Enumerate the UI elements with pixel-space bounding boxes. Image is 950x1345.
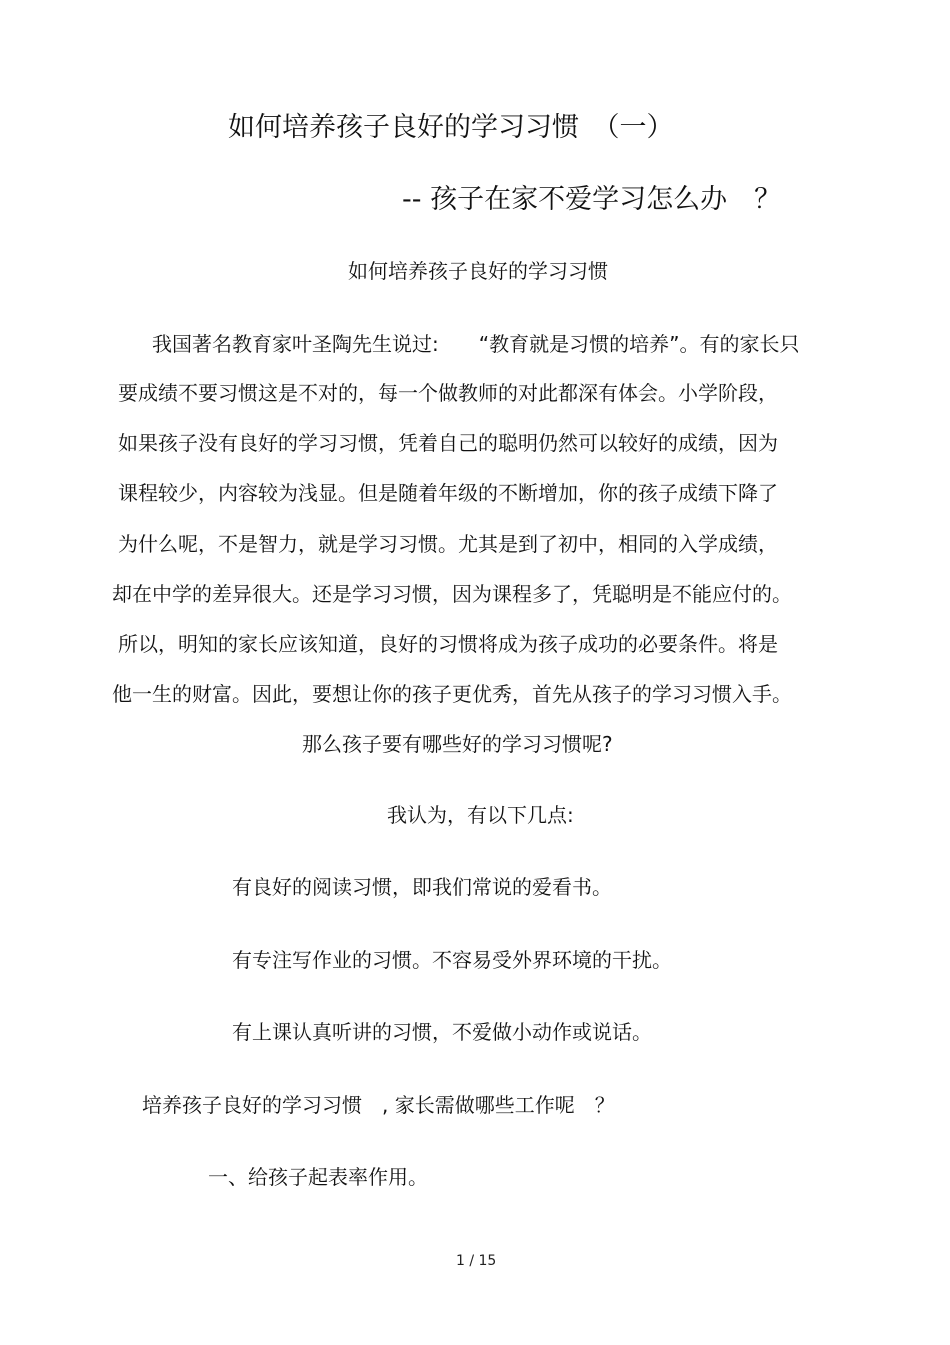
paragraph-line: 他一生的财富。因此，要想让你的孩子更优秀，首先从孩子的学习习惯入手。 bbox=[112, 682, 792, 706]
question-line: 那么孩子要有哪些好的学习习惯呢? bbox=[302, 732, 613, 756]
paragraph-line: 却在中学的差异很大。还是学习习惯，因为课程多了，凭聪明是不能应付的。 bbox=[112, 582, 792, 606]
page-number: 1 / 15 bbox=[456, 1253, 497, 1269]
habit-item: 有上课认真听讲的习惯，不爱做小动作或说话。 bbox=[232, 1020, 652, 1044]
point-one: 一、给孩子起表率作用。 bbox=[208, 1165, 428, 1189]
opinion-line: 我认为，有以下几点: bbox=[387, 803, 574, 827]
document-subtitle: -- 孩子在家不爱学习怎么办 ？ bbox=[402, 184, 782, 215]
habit-item: 有良好的阅读习惯，即我们常说的爱看书。 bbox=[232, 875, 612, 899]
habit-item: 有专注写作业的习惯。不容易受外界环境的干扰。 bbox=[232, 948, 672, 972]
paragraph-line: 所以，明知的家长应该知道，良好的习惯将成为孩子成功的必要条件。将是 bbox=[118, 632, 778, 656]
paragraph-line: 要成绩不要习惯这是不对的，每一个做教师的对此都深有体会。小学阶段， bbox=[118, 381, 778, 405]
document-title: 如何培养孩子良好的学习习惯 （一） bbox=[228, 112, 674, 143]
parent-question: 培养孩子良好的学习习惯 , 家长需做哪些工作呢 ？ bbox=[142, 1093, 615, 1117]
paragraph-line: 课程较少，内容较为浅显。但是随着年级的不断增加，你的孩子成绩下降了 bbox=[118, 481, 778, 505]
section-heading: 如何培养孩子良好的学习习惯 bbox=[348, 259, 608, 283]
paragraph-line: 为什么呢，不是智力，就是学习习惯。尤其是到了初中，相同的入学成绩， bbox=[118, 532, 778, 556]
paragraph-line: 我国著名教育家叶圣陶先生说过: “教育就是习惯的培养”。有的家长只 bbox=[152, 332, 800, 356]
paragraph-line: 如果孩子没有良好的学习习惯，凭着自己的聪明仍然可以较好的成绩，因为 bbox=[118, 431, 778, 455]
